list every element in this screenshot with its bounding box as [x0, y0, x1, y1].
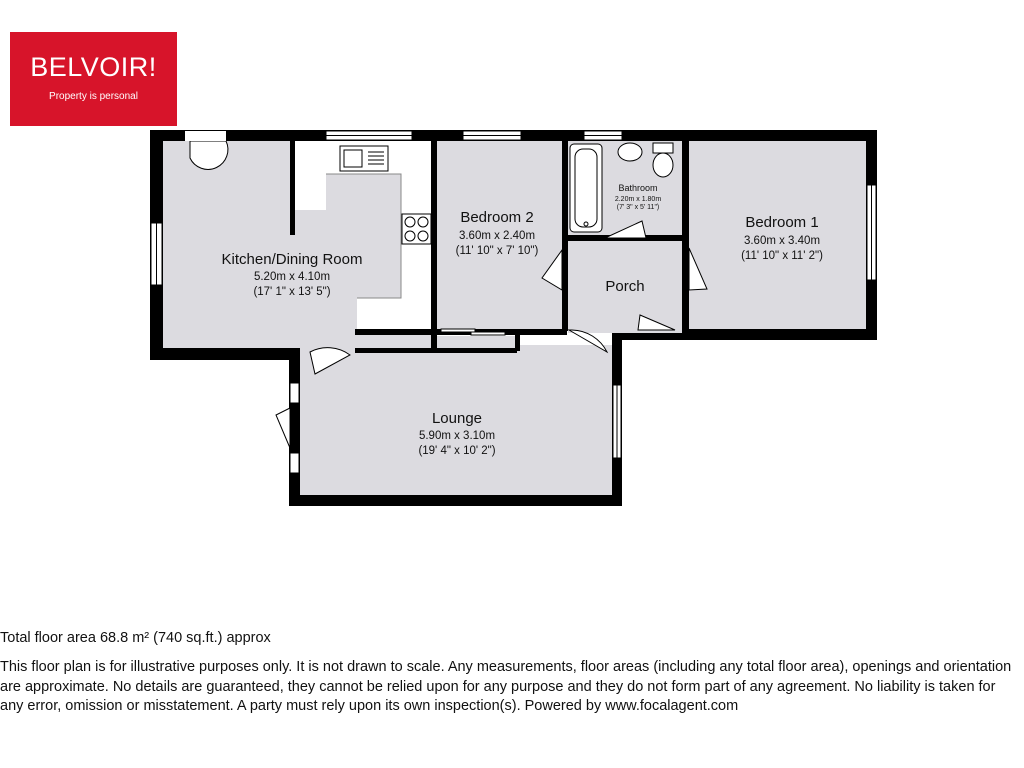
wall-hall-right	[515, 329, 520, 351]
wall-kitchen-bed2	[431, 141, 437, 351]
wall-kitchen-bottom	[150, 348, 300, 360]
porch-name: Porch	[605, 278, 645, 295]
logo-brand: BELVOIR!	[30, 52, 157, 82]
window-lounge-left-1	[290, 383, 299, 403]
bathroom-imperial: (7' 3" x 5' 11")	[616, 204, 660, 211]
disclaimer-text: This floor plan is for illustrative purposes only. It is not drawn to scale. Any measurements, floor areas (including any total floor area), openings and orientation are approximate. No details are guaranteed, they cannot be relied upon for any purpose and they do not form part of any agreement. No liability is taken for any error, omission or misstatement. A party must rely upon its own inspection(s). Powered by www.focalagent.com	[0, 659, 1012, 714]
bedroom1-metric: 3.60m x 3.40m	[743, 235, 821, 247]
kitchen-imperial: (17' 1" x 13' 5")	[253, 286, 331, 298]
bathroom-name: Bathroom	[618, 183, 658, 193]
floor-areas	[163, 141, 866, 495]
wall-kitchen-partition	[290, 141, 295, 235]
wall-bed2-bath	[562, 141, 568, 331]
kitchen-metric: 5.20m x 4.10m	[253, 271, 331, 283]
toilet-cistern	[653, 143, 673, 153]
wall-hall-bottom	[355, 348, 517, 353]
wall-bed1-bottom	[682, 329, 877, 340]
kitchen-name: Kitchen/Dining Room	[221, 251, 363, 268]
wall-lounge-bottom	[289, 495, 622, 506]
bedroom2-name: Bedroom 2	[460, 209, 534, 226]
total-floor-area: Total floor area 68.8 m² (740 sq.ft.) approx	[0, 630, 271, 646]
bedroom1-name: Bedroom 1	[745, 214, 819, 231]
wall-bath-bed1	[682, 141, 689, 333]
wall-porch-bottom	[612, 333, 682, 340]
bedroom1-imperial: (11' 10" x 11' 2")	[741, 250, 823, 262]
lounge-imperial: (19' 4" x 10' 2")	[418, 445, 496, 457]
bedroom2-metric: 3.60m x 2.40m	[458, 230, 536, 242]
bathroom-metric: 2.20m x 1.80m	[614, 196, 662, 203]
door-lounge-side	[276, 408, 290, 448]
lounge-name: Lounge	[431, 410, 483, 427]
bedroom2-imperial: (11' 10" x 7' 10")	[455, 245, 539, 257]
window-lounge-left-2	[290, 453, 299, 473]
logo-tagline: Property is personal	[49, 91, 138, 102]
lounge-metric: 5.90m x 3.10m	[418, 430, 496, 442]
wall-lounge-left	[289, 348, 300, 506]
basin	[618, 143, 642, 161]
toilet-bowl	[653, 153, 673, 177]
